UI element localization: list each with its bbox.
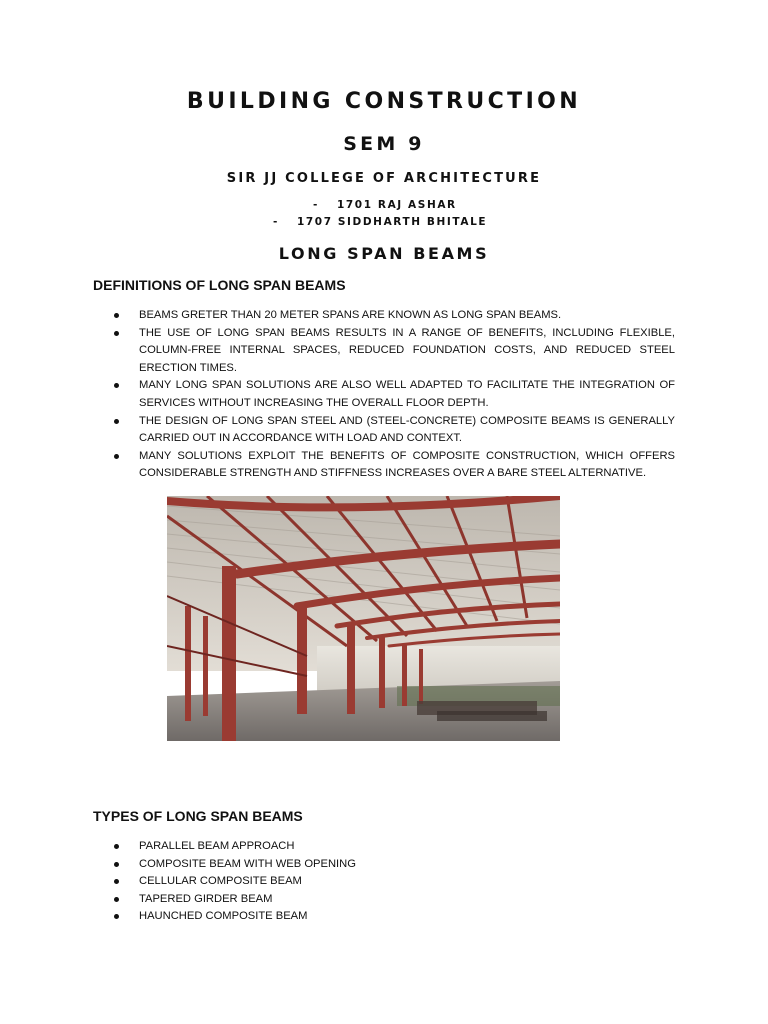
bullet-icon [114, 914, 119, 919]
list-item-text: THE DESIGN OF LONG SPAN STEEL AND (STEEL-CONCRETE) COMPOSITE BEAMS IS GENERALLY CARRIED OUT IN ACCORDANCE WITH LOAD AND CONTEXT. [139, 414, 675, 445]
list-item-text: PARALLEL BEAM APPROACH [139, 840, 295, 852]
steel-frame-photo [167, 496, 560, 741]
author-item [0, 199, 768, 216]
bullet-icon [114, 419, 119, 424]
college-name: SIR JJ COLLEGE OF ARCHITECTURE [226, 171, 542, 186]
list-item [93, 448, 675, 483]
list-item-text: MANY SOLUTIONS EXPLOIT THE BENEFITS OF COMPOSITE CONSTRUCTION, WHICH OFFERS CONSIDERABLE STRENGTH AND STIFFNESS INCREASES OVER A BARE STEEL ALTERNATIVE. [139, 449, 675, 480]
list-item-text: MANY LONG SPAN SOLUTIONS ARE ALSO WELL ADAPTED TO FACILITATE THE INTEGRATION OF SERVICES WITHOUT INCREASING THE OVERALL FLOOR DEPTH. [139, 379, 675, 409]
list-item [93, 377, 675, 412]
author-dash: - [273, 216, 279, 228]
list-item [93, 413, 675, 448]
list-item [93, 908, 675, 926]
bullet-icon [114, 879, 119, 884]
list-item [93, 891, 675, 909]
bullet-icon [114, 844, 119, 849]
document-title: BUILDING CONSTRUCTION [186, 89, 582, 114]
bullet-icon [114, 454, 119, 459]
author-name: 1701 RAJ ASHAR [337, 199, 457, 211]
list-item [93, 307, 675, 325]
author-list [0, 199, 768, 233]
semester-heading: SEM 9 [343, 133, 425, 155]
list-item [93, 873, 675, 891]
list-item-text: CELLULAR COMPOSITE BEAM [139, 875, 302, 888]
list-item [93, 838, 675, 856]
list-item [93, 325, 675, 378]
list-item-text: HAUNCHED COMPOSITE BEAM [139, 910, 308, 923]
author-name: 1707 SIDDHARTH BHITALE [297, 216, 488, 228]
list-item-text: TAPERED GIRDER BEAM [139, 892, 273, 905]
list-item-text: COMPOSITE BEAM WITH WEB OPENING [139, 857, 356, 870]
list-item-text: THE USE OF LONG SPAN BEAMS RESULTS IN A RANGE OF BENEFITS, INCLUDING FLEXIBLE, COLUMN-FREE INTERNAL SPACES, REDUCED FOUNDATION COSTS, AND REDUCED STEEL ERECTION TIMES. [139, 326, 675, 374]
definitions-heading: DEFINITIONS OF LONG SPAN BEAMS [93, 277, 346, 293]
list-item-text: BEAMS GRETER THAN 20 METER SPANS ARE KNOWN AS LONG SPAN BEAMS. [139, 309, 562, 321]
types-list [93, 838, 675, 926]
bullet-icon [114, 383, 119, 388]
author-dash: - [313, 199, 319, 211]
list-item [93, 856, 675, 874]
bullet-icon [114, 897, 119, 902]
bullet-icon [114, 313, 119, 318]
types-heading: TYPES OF LONG SPAN BEAMS [93, 808, 303, 824]
topic-heading: LONG SPAN BEAMS [278, 244, 490, 263]
author-item [0, 216, 768, 233]
definitions-list [93, 307, 675, 483]
bullet-icon [114, 331, 119, 336]
bullet-icon [114, 862, 119, 867]
